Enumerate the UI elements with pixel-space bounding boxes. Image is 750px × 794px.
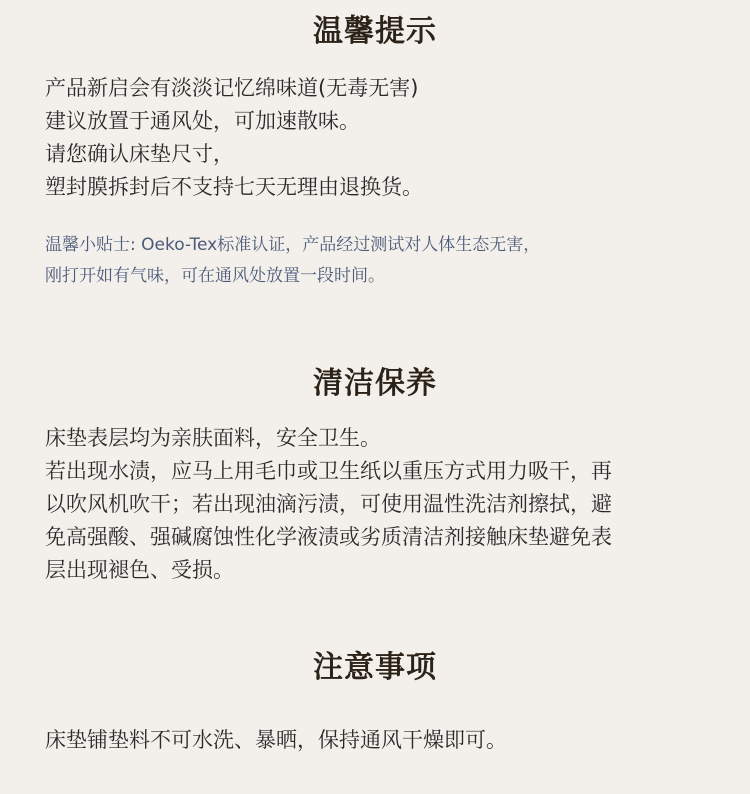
- reminder-line: 塑封膜拆封后不支持七天无理由退换货。: [45, 175, 423, 199]
- reminder-text: [45, 72, 725, 204]
- notice-text: [45, 724, 725, 757]
- cleaning-line: 若出现水渍，应马上用毛巾或卫生纸以重压方式用力吸干，再: [45, 459, 612, 483]
- cleaning-line: 床垫表层均为亲肤面料，安全卫生。: [45, 426, 381, 450]
- cleaning-line: 层出现褪色、受损。: [45, 558, 234, 582]
- cleaning-text: [45, 422, 725, 587]
- reminder-title: 温馨提示: [313, 14, 437, 49]
- reminder-tip: [45, 230, 725, 292]
- reminder-line: 请您确认床垫尺寸，: [45, 142, 234, 166]
- notice-title: 注意事项: [313, 650, 437, 685]
- tip-line: 温馨小贴士: Oeko-Tex标准认证，产品经过测试对人体生态无害，: [45, 235, 541, 255]
- tip-line: 刚打开如有气味，可在通风处放置一段时间。: [45, 266, 385, 286]
- notice-line: 床垫铺垫料不可水洗、暴晒，保持通风干燥即可。: [45, 728, 507, 752]
- reminder-line: 产品新启会有淡淡记忆绵味道(无毒无害): [45, 76, 419, 100]
- cleaning-title: 清洁保养: [313, 366, 437, 401]
- cleaning-line: 免高强酸、强碱腐蚀性化学液渍或劣质清洁剂接触床垫避免表: [45, 525, 612, 549]
- reminder-line: 建议放置于通风处，可加速散味。: [45, 109, 360, 133]
- cleaning-line: 以吹风机吹干；若出现油滴污渍，可使用温性洗洁剂擦拭，避: [45, 492, 612, 516]
